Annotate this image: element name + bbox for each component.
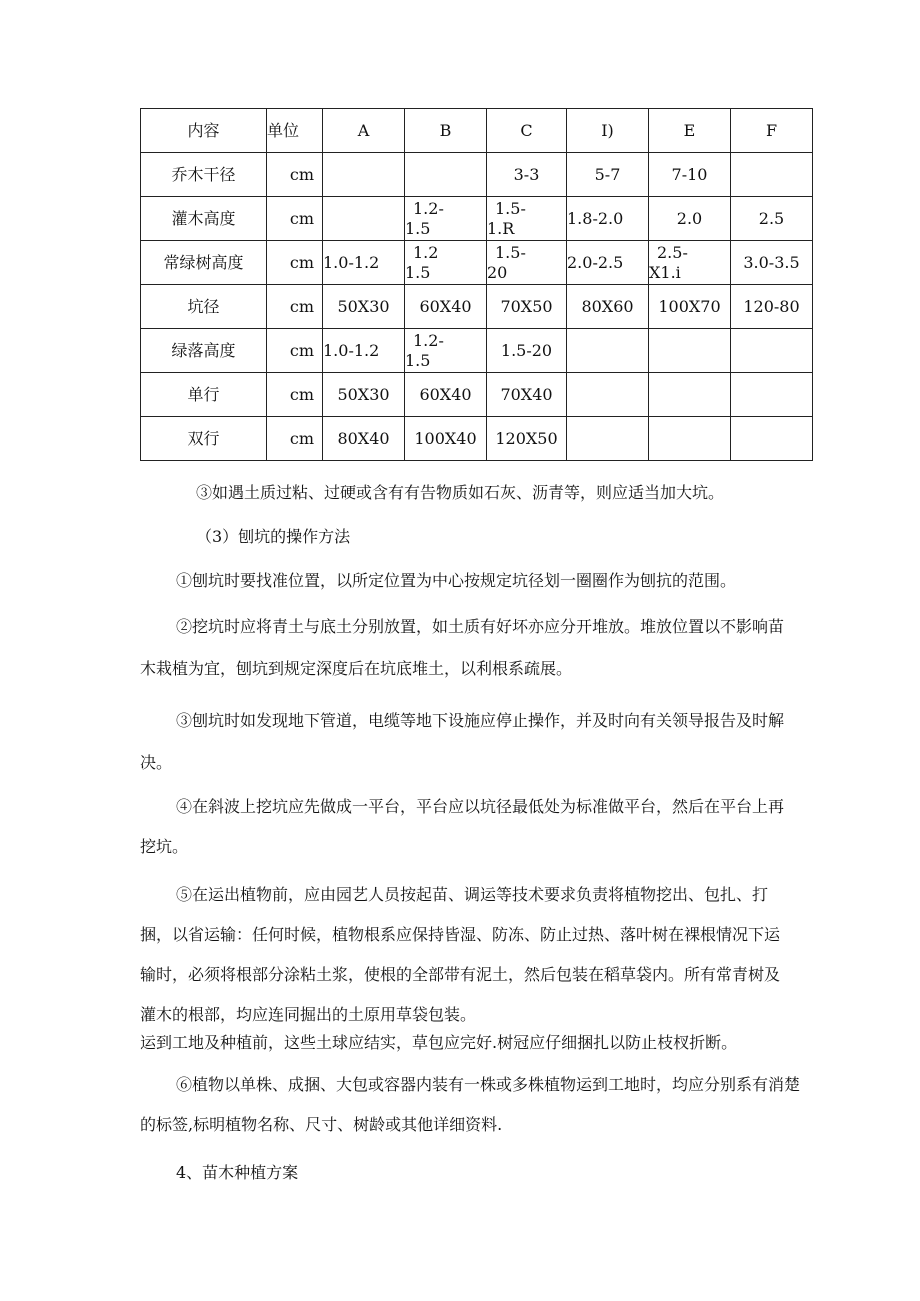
row-label-cell: 单行 — [141, 373, 267, 417]
paragraph-step-3-line1: ③刨坑时如发现地下管道，电缆等地下设施应停止操作，并及时向有关领导报告及时解 — [176, 711, 785, 730]
value-line: 2.5- — [657, 242, 688, 262]
value-cell: 70X50 — [487, 285, 567, 329]
value-cell-multiline — [405, 197, 487, 241]
paragraph-step-4-line1: ④在斜波上挖坑应先做成一平台，平台应以坑径最低处为标准做平台，然后在平台上再 — [176, 797, 785, 816]
paragraph-transport-note: 运到工地及种植前，这些土球应结实，草包应完好.树冠应仔细捆扎以防止枝杈折断。 — [140, 1033, 738, 1052]
value-cell — [649, 329, 731, 373]
value-cell: 50X30 — [323, 373, 405, 417]
value-cell: 1.8-2.0 — [567, 197, 649, 241]
value-line: 1.2- — [413, 198, 444, 218]
unit-cell: cm — [267, 329, 323, 373]
unit-cell: cm — [267, 285, 323, 329]
row-label-cell: 绿落高度 — [141, 329, 267, 373]
value-cell-multiline — [405, 241, 487, 285]
paragraph-step-5-line2: 捆，以省运输：任何时候，植物根系应保持皆湿、防冻、防止过热、落叶树在裸根情况下运 — [140, 925, 781, 944]
value-cell: 60X40 — [405, 373, 487, 417]
row-label-cell: 常绿树高度 — [141, 241, 267, 285]
value-cell — [323, 197, 405, 241]
planting-spec-table — [140, 108, 813, 461]
unit-cell: cm — [267, 417, 323, 461]
unit-cell: cm — [267, 373, 323, 417]
paragraph-step-5-line1: ⑤在运出植物前，应由园艺人员按起苗、调运等技术要求负责将植物挖出、包扎、打 — [176, 885, 769, 904]
value-line: 1.5 — [405, 218, 431, 238]
value-cell: 2.0-2.5 — [567, 241, 649, 285]
paragraph-step-6-line1: ⑥植物以单株、成捆、大包或容器内装有一株或多株植物运到工地时，均应分别系有消楚 — [176, 1075, 801, 1094]
value-cell-multiline — [405, 329, 487, 373]
value-cell — [649, 417, 731, 461]
value-cell — [731, 417, 813, 461]
header-cell-f: F — [731, 109, 813, 153]
table-row — [141, 373, 813, 417]
value-cell — [567, 329, 649, 373]
table-row — [141, 329, 813, 373]
paragraph-step-5-line3: 输时，必须将根部分涂粘土浆，使根的全部带有泥土，然后包装在稻草袋内。所有常青树及 — [140, 965, 781, 984]
unit-cell: cm — [267, 197, 323, 241]
value-cell — [731, 153, 813, 197]
table-row — [141, 285, 813, 329]
value-cell: 1.5-20 — [487, 329, 567, 373]
value-line: 1.5 — [405, 262, 431, 282]
value-line: 1.R — [487, 218, 515, 238]
value-cell: 1.0-1.2 — [323, 329, 405, 373]
value-cell-multiline — [649, 241, 731, 285]
unit-cell: cm — [267, 153, 323, 197]
value-cell: 120-80 — [731, 285, 813, 329]
header-cell-e: E — [649, 109, 731, 153]
paragraph-step-1: ①刨坑时要找准位置，以所定位置为中心按规定坑径划一圈圈作为刨抗的范围。 — [176, 571, 737, 590]
value-cell — [567, 417, 649, 461]
header-cell-d: I) — [567, 109, 649, 153]
value-line: 1.5- — [495, 198, 526, 218]
value-cell: 1.0-1.2 — [323, 241, 405, 285]
table-row — [141, 417, 813, 461]
paragraph-step-5-line4: 灌木的根部，均应连同掘出的土原用草袋包装。 — [140, 1005, 477, 1024]
header-cell-unit: 单位 — [267, 109, 323, 153]
value-line: X1.i — [649, 262, 681, 282]
value-cell: 100X40 — [405, 417, 487, 461]
value-cell-multiline — [487, 197, 567, 241]
value-cell: 80X60 — [567, 285, 649, 329]
value-cell-multiline — [487, 241, 567, 285]
row-label-cell: 双行 — [141, 417, 267, 461]
paragraph-step-2-line2: 木栽植为宜，刨坑到规定深度后在坑底堆土，以利根系疏展。 — [140, 659, 573, 678]
value-cell — [649, 373, 731, 417]
row-label-cell: 坑径 — [141, 285, 267, 329]
header-cell-b: B — [405, 109, 487, 153]
paragraph-step-6-line2: 的标签,标明植物名称、尺寸、树龄或其他详细资料. — [140, 1115, 503, 1134]
value-cell — [731, 329, 813, 373]
value-cell — [567, 373, 649, 417]
paragraph-step-4-line2: 挖坑。 — [140, 837, 189, 856]
value-cell: 100X70 — [649, 285, 731, 329]
table-body — [141, 109, 813, 461]
value-line: 1.2 — [413, 242, 439, 262]
value-cell: 3-3 — [487, 153, 567, 197]
value-cell — [405, 153, 487, 197]
value-cell: 70X40 — [487, 373, 567, 417]
value-cell: 80X40 — [323, 417, 405, 461]
value-cell: 2.0 — [649, 197, 731, 241]
row-label-cell: 乔木干径 — [141, 153, 267, 197]
value-cell — [323, 153, 405, 197]
header-cell-content: 内容 — [141, 109, 267, 153]
table-row — [141, 241, 813, 285]
unit-cell: cm — [267, 241, 323, 285]
section-heading-planting-plan: 4、苗木种植方案 — [176, 1163, 299, 1182]
header-cell-c: C — [487, 109, 567, 153]
value-cell: 50X30 — [323, 285, 405, 329]
row-label-cell: 灌木高度 — [141, 197, 267, 241]
paragraph-clay-note: ③如遇土质过粘、过硬或含有有告物质如石灰、沥青等，则应适当加大坑。 — [196, 483, 725, 502]
table-row — [141, 153, 813, 197]
paragraph-step-3-line2: 决。 — [140, 753, 173, 772]
value-cell: 60X40 — [405, 285, 487, 329]
value-line: 1.2- — [413, 330, 444, 350]
value-cell: 2.5 — [731, 197, 813, 241]
value-line: 1.5 — [405, 350, 431, 370]
paragraph-step-2-line1: ②挖坑时应将青土与底土分别放置，如土质有好坏亦应分开堆放。堆放位置以不影响苗 — [176, 617, 785, 636]
value-cell: 7-10 — [649, 153, 731, 197]
value-cell: 3.0-3.5 — [731, 241, 813, 285]
table-header-row — [141, 109, 813, 153]
section-heading-digging-method: （3）刨坑的操作方法 — [196, 527, 351, 546]
value-cell: 120X50 — [487, 417, 567, 461]
header-cell-a: A — [323, 109, 405, 153]
value-line: 1.5- — [495, 242, 526, 262]
value-line: 20 — [487, 262, 508, 282]
value-cell — [731, 373, 813, 417]
table-row — [141, 197, 813, 241]
value-cell: 5-7 — [567, 153, 649, 197]
